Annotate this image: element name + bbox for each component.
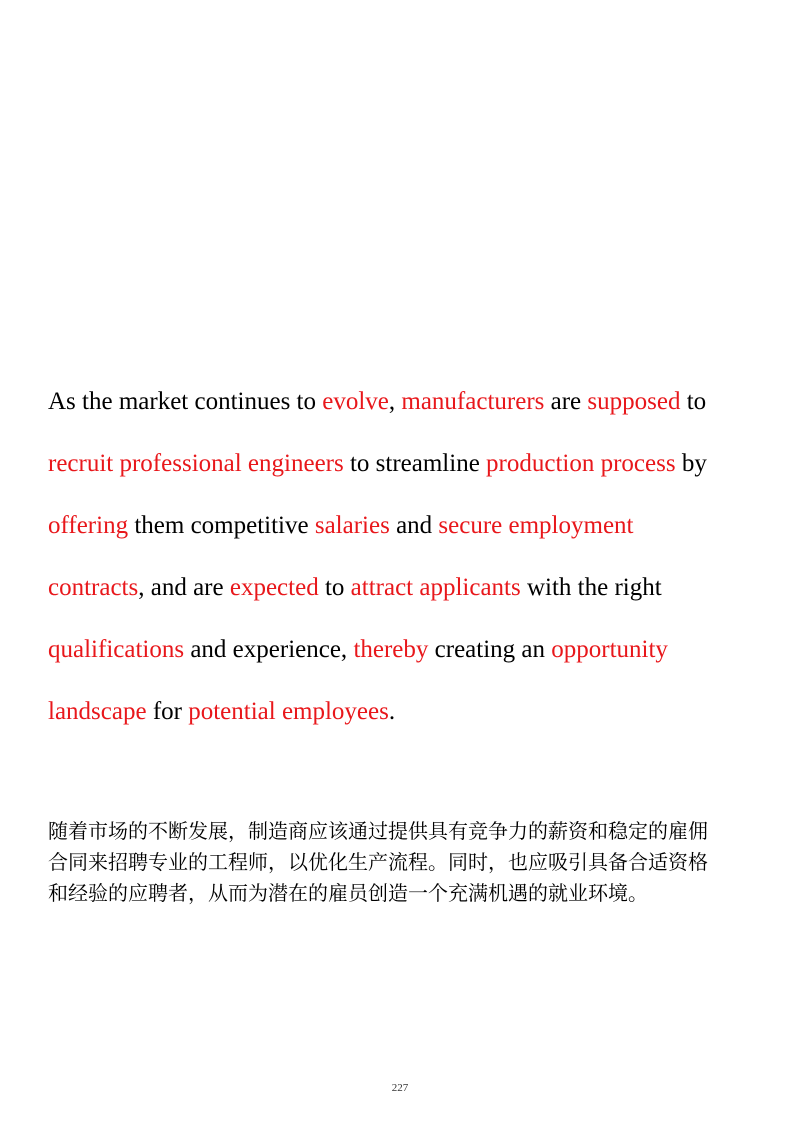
- highlighted-term: secure employment: [438, 512, 634, 539]
- highlighted-term: manufacturers: [401, 388, 545, 415]
- plain-text: with the right: [520, 574, 662, 601]
- highlighted-term: evolve: [322, 388, 389, 415]
- highlighted-term: opportunity: [551, 636, 668, 663]
- plain-text: are: [544, 388, 588, 415]
- english-line-6: [48, 681, 760, 743]
- highlighted-term: production process: [486, 450, 676, 477]
- plain-text: to: [318, 574, 351, 601]
- english-line-2: [48, 433, 760, 495]
- chinese-paragraph: [48, 816, 760, 909]
- plain-text: As the market continues to: [48, 388, 323, 415]
- plain-text: to: [680, 388, 707, 415]
- plain-text: .: [388, 698, 396, 725]
- highlighted-term: potential employees: [188, 698, 389, 725]
- plain-text: , and are: [138, 574, 230, 601]
- plain-text: ,: [388, 388, 402, 415]
- english-line-5: [48, 619, 760, 681]
- plain-text: creating an: [428, 636, 552, 663]
- page-number: 227: [391, 1082, 409, 1094]
- highlighted-term: recruit professional engineers: [48, 450, 344, 477]
- highlighted-term: salaries: [314, 512, 390, 539]
- highlighted-term: offering: [48, 512, 129, 539]
- highlighted-term: qualifications: [48, 636, 185, 663]
- plain-text: to streamline: [343, 450, 487, 477]
- english-line-1: [48, 371, 760, 433]
- plain-text: them competitive: [128, 512, 315, 539]
- plain-text: by: [675, 450, 707, 477]
- chinese-line-1: 随着市场的不断发展，制造商应该通过提供具有竞争力的薪资和稳定的雇佣: [48, 819, 708, 843]
- highlighted-term: attract applicants: [350, 574, 521, 601]
- chinese-line-2: 合同来招聘专业的工程师，以优化生产流程。同时，也应吸引具备合适资格: [48, 850, 708, 874]
- english-paragraph: [48, 371, 760, 743]
- plain-text: for: [146, 698, 189, 725]
- english-line-3: [48, 495, 760, 557]
- highlighted-term: expected: [229, 574, 319, 601]
- highlighted-term: landscape: [48, 698, 147, 725]
- highlighted-term: thereby: [353, 636, 429, 663]
- chinese-line-3: 和经验的应聘者，从而为潜在的雇员创造一个充满机遇的就业环境。: [48, 881, 648, 905]
- highlighted-term: supposed: [587, 388, 681, 415]
- english-line-4: [48, 557, 760, 619]
- highlighted-term: contracts: [48, 574, 139, 601]
- plain-text: and: [389, 512, 439, 539]
- plain-text: and experience,: [184, 636, 354, 663]
